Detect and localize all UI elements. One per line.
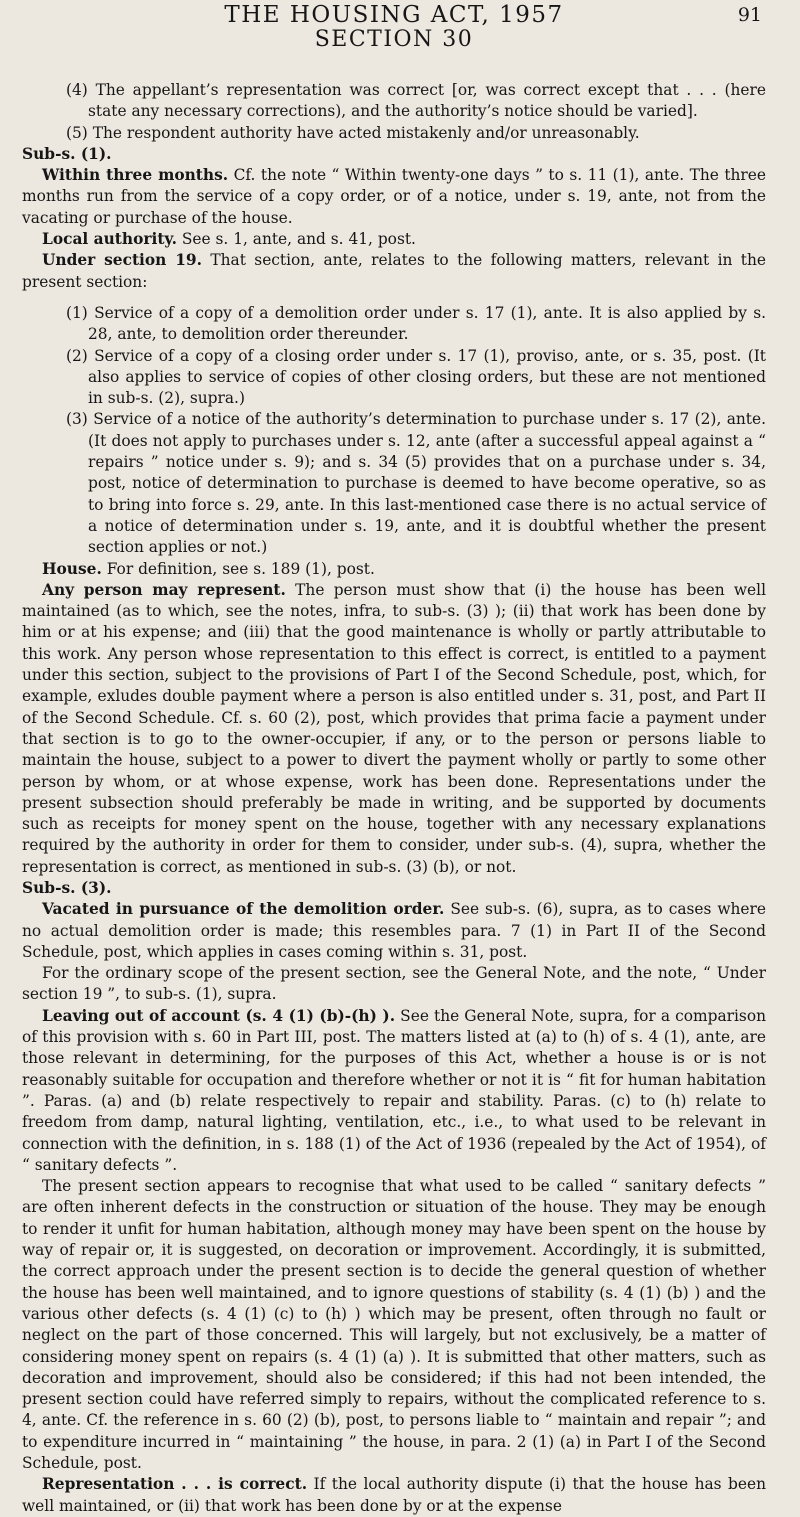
note-ordinary-scope: For the ordinary scope of the present section, see the General Note, and the note, “ Under section 19 ”, to sub-s. (1), supra. bbox=[22, 964, 766, 1004]
note-anyperson-text: The person must show that (i) the house has been well maintained (as to which, see the notes, infra, to sub-s. (3) ); (ii) that work has been done by him or at his expense; and (iii) that the good maintenance is wholly or partly attributable to this work. Any person whose representation to this effect is correct, is entitled to a payment under this section, subject to the provisions of Part I of the Second Schedule, post, which, for example, exludes double payment where a person is also entitled under s. 31, post, and Part II of the Second Schedule. Cf. s. 60 (2), post, which provides that prima facie a payment under that section is to go to the owner-occupier, if any, or to the person or persons liable to maintain the house, subject to a power to divert the payment wholly or partly to some other person by whom, or at whose expense, work has been done. Representations under the present subsection should preferably be made in writing, and be supported by documents such as receipts for money spent on the house, together with any necessary explanations required by the authority in order for them to consider, under sub-s. (4), supra, whether the representation is correct, as mentioned in sub-s. (3) (b), or not. bbox=[22, 580, 766, 876]
page-number: 91 bbox=[737, 4, 762, 26]
note-leaving-text: See the General Note, supra, for a comparison of this provision with s. 60 in Part III, post. The matters listed at (a) to (h) of s. 4 (1), ante, are those relevant in determining, for the purposes of this Act, whether a house is or is not reasonably suitable for occupation and therefore whether or not it is “ fit for human habitation ”. Paras. (a) and (b) relate respectively to repair and stability. Paras. (c) to (h) relate to freedom from damp, natural lighting, ventilation, etc., i.e., to what used to be relevant in connection with the definition, in s. 188 (1) of the Act of 1936 (repealed by the Act of 1954), of “ sanitary defects ”. bbox=[22, 1006, 766, 1174]
note-vacated-text: See sub-s. (6), supra, as to cases where no actual demolition order is made; this resembles para. 7 (1) in Part II of the Second Schedule, post, which applies in cases coming within s. 31, post. bbox=[22, 900, 766, 961]
note-representation-text: If the local authority dispute (i) that the house has been well maintained, or (ii) that work has been done by or at the expense bbox=[22, 1475, 766, 1515]
note-representation-head: Representation . . . is correct. bbox=[42, 1475, 308, 1494]
note-vacated bbox=[22, 899, 766, 963]
ground-5: (5) The respondent authority have acted mistakenly and/or unreasonably. bbox=[66, 123, 640, 142]
page-body bbox=[22, 80, 766, 1517]
note-local-head: Local authority. bbox=[42, 230, 177, 249]
running-header bbox=[22, 0, 766, 58]
subsection-3-text: Sub-s. (3). bbox=[22, 878, 112, 897]
note-house bbox=[22, 559, 766, 580]
matter-3: (3) Service of a notice of the authority’s determination to purchase under s. 17 (2), ante. (It does not apply to purchases under s. 12, ante (after a successful appeal against a “ repairs ” notice under s. 9); and s. 34 (5) provides that on a purchase under s. 34, post, notice of determination to purchase is deemed to have become operative, so as to bring into force s. 29, ante. In this last-mentioned case there is no actual service of a notice of determination under s. 19, ante, and it is doubtful whether the present section applies or not.) bbox=[66, 410, 766, 557]
matter-1: (1) Service of a copy of a demolition order under s. 17 (1), ante. It is also applied by s. 28, ante, to demolition order thereunder. bbox=[66, 303, 766, 344]
note-representation bbox=[22, 1474, 766, 1517]
note-within bbox=[22, 165, 766, 229]
note-within-head: Within three months. bbox=[42, 166, 229, 185]
note-present-section: The present section appears to recognise that what used to be called “ sanitary defects ” are often inherent defects in the construction or situation of the house. They may be enough to render it unfit for human habitation, although money may have been spent on the house by way of repair or, it is suggested, on decoration or improvement. Accordingly, it is submitted, the correct approach under the present section is to decide the general question of whether the house has been well maintained, and to ignore questions of stability (s. 4 (1) (b) ) and the various other defects (s. 4 (1) (c) to (h) ) which may be present, often through no fault or neglect on the part of those concerned. This will largely, but not exclusively, be a matter of considering money spent on repairs (s. 4 (1) (a) ). It is submitted that other matters, such as decoration and improvement, should also be considered; if this had not been intended, the present section could have referred simply to repairs, without the complicated reference to s. 4, ante. Cf. the reference in s. 60 (2) (b), post, to persons liable to “ maintain and repair ”; and to expenditure incurred in “ maintaining ” the house, in para. 2 (1) (a) in Part I of the Second Schedule, post. bbox=[22, 1177, 766, 1472]
note-any-person bbox=[22, 580, 766, 878]
matter-2: (2) Service of a copy of a closing order under s. 17 (1), proviso, ante, or s. 35, post. (It also applies to service of copies of other closing orders, but these are not mentioned in sub-s. (2), supra.) bbox=[66, 346, 766, 408]
note-local-authority bbox=[22, 229, 766, 250]
page-title: THE HOUSING ACT, 1957 bbox=[224, 2, 564, 28]
subsection-label-3 bbox=[22, 878, 766, 899]
note-house-head: House. bbox=[42, 559, 102, 578]
note-house-text: For definition, see s. 189 (1), post. bbox=[106, 559, 375, 578]
note-local-text: See s. 1, ante, and s. 41, post. bbox=[181, 230, 416, 249]
note-under19-text: That section, ante, relates to the following matters, relevant in the present section: bbox=[22, 251, 766, 291]
ground-4: (4) The appellant’s representation was correct [or, was correct except that . . . (here state any necessary corrections), and the authority’s notice should be varied]. bbox=[66, 81, 766, 121]
note-leaving-head: Leaving out of account (s. 4 (1) (b)-(h) ). bbox=[42, 1006, 396, 1025]
note-under-section-19 bbox=[22, 250, 766, 293]
note-vacated-head: Vacated in pursuance of the demolition order. bbox=[42, 900, 445, 919]
note-leaving-out bbox=[22, 1006, 766, 1176]
note-anyperson-head: Any person may represent. bbox=[42, 580, 286, 599]
note-under19-head: Under section 19. bbox=[42, 251, 202, 270]
subsection-label bbox=[22, 144, 766, 165]
section-heading: SECTION 30 bbox=[314, 27, 474, 52]
subsection-label-text: Sub-s. (1). bbox=[22, 144, 112, 163]
note-within-text: Cf. the note “ Within twenty-one days ” to s. 11 (1), ante. The three months run from the service of a copy order, or of a notice, under s. 19, ante, not from the vacating or purchase of the house. bbox=[22, 166, 766, 227]
